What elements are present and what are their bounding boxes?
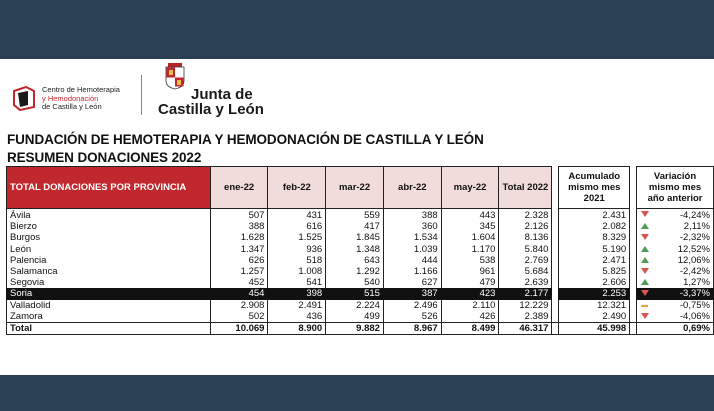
province-cell: Soria: [7, 288, 211, 299]
accumulated-total-cell: 45.998: [559, 322, 630, 334]
month-value-cell: 436: [268, 311, 326, 323]
trend-down-icon: [641, 268, 649, 274]
variation-value: -2,32%: [679, 232, 710, 244]
column-gap: [630, 266, 637, 277]
column-gap: [552, 311, 559, 323]
column-gap: [630, 221, 637, 232]
column-gap: [552, 300, 559, 311]
month-value-cell: 1.348: [326, 244, 384, 255]
month-value-cell: 443: [441, 209, 499, 222]
month-value-cell: 452: [210, 277, 268, 288]
logo-line-2: y Hemodonación: [42, 93, 99, 103]
province-cell: Palencia: [7, 255, 211, 266]
month-value-cell: 2.224: [326, 300, 384, 311]
month-value-cell: 538: [441, 255, 499, 266]
month-total-cell: 9.882: [326, 322, 384, 334]
month-value-cell: 526: [383, 311, 441, 323]
total-cell: 2.177: [499, 288, 552, 299]
province-cell: Valladolid: [7, 300, 211, 311]
logo-line-1: Centro de Hemoterapia: [42, 85, 120, 94]
month-total-cell: 10.069: [210, 322, 268, 334]
accumulated-cell: 2.082: [559, 221, 630, 232]
month-value-cell: 2.496: [383, 300, 441, 311]
column-gap: [552, 167, 559, 209]
accumulated-cell: 2.253: [559, 288, 630, 299]
total-cell: 2.769: [499, 255, 552, 266]
column-gap: [630, 244, 637, 255]
month-total-cell: 8.967: [383, 322, 441, 334]
month-total-cell: 8.499: [441, 322, 499, 334]
column-gap: [552, 221, 559, 232]
variation-value: 1,27%: [683, 277, 710, 289]
variation-cell: [637, 266, 714, 277]
variation-cell: [637, 300, 714, 311]
month-value-cell: 1.039: [383, 244, 441, 255]
month-value-cell: 2.908: [210, 300, 268, 311]
column-gap: [552, 322, 559, 334]
variation-value: -3,37%: [679, 288, 710, 300]
variation-total-cell: 0,69%: [637, 322, 714, 334]
accumulated-cell: 12.321: [559, 300, 630, 311]
trend-down-icon: [641, 234, 649, 240]
junta-line-2: Castilla y León: [158, 101, 264, 118]
trend-up-icon: [641, 257, 649, 263]
variation-value: -0,75%: [679, 299, 710, 311]
month-value-cell: 360: [383, 221, 441, 232]
acc-header-line: Acumulado: [568, 171, 621, 182]
trend-flat-icon: [641, 305, 648, 307]
month-value-cell: 559: [326, 209, 384, 222]
table-row: [7, 277, 714, 288]
month-value-cell: 479: [441, 277, 499, 288]
accumulated-cell: 2.431: [559, 209, 630, 222]
column-header-month: feb-22: [268, 167, 326, 209]
total-cell: 2.389: [499, 311, 552, 323]
table-row: [7, 244, 714, 255]
junta-line-1: Junta de: [191, 86, 253, 103]
column-header-variation: [637, 167, 714, 209]
month-value-cell: 1.347: [210, 244, 268, 255]
total-cell: 2.639: [499, 277, 552, 288]
table-row: [7, 311, 714, 323]
month-value-cell: 2.110: [441, 300, 499, 311]
month-value-cell: 1.534: [383, 232, 441, 243]
month-value-cell: 515: [326, 288, 384, 299]
total-cell: 8.136: [499, 232, 552, 243]
report-subtitle: RESUMEN DONACIONES 2022: [7, 150, 202, 165]
variation-value: -2,42%: [679, 266, 710, 278]
column-header-month: mar-22: [326, 167, 384, 209]
variation-cell: [637, 232, 714, 243]
month-value-cell: 1.845: [326, 232, 384, 243]
month-value-cell: 423: [441, 288, 499, 299]
logo-line-3: de Castilla y León: [42, 102, 102, 111]
hemoterapia-logo-icon: [12, 85, 36, 111]
column-gap: [630, 167, 637, 209]
trend-up-icon: [641, 279, 649, 285]
total-row: [7, 322, 714, 334]
column-gap: [552, 277, 559, 288]
variation-cell: [637, 221, 714, 232]
table-row: [7, 232, 714, 243]
month-value-cell: 616: [268, 221, 326, 232]
column-gap: [552, 209, 559, 222]
table-row: [7, 221, 714, 232]
month-value-cell: 627: [383, 277, 441, 288]
column-gap: [630, 288, 637, 299]
column-gap: [630, 311, 637, 323]
month-value-cell: 1.604: [441, 232, 499, 243]
var-header-line: Variación: [653, 171, 697, 182]
province-cell: Burgos: [7, 232, 211, 243]
month-value-cell: 507: [210, 209, 268, 222]
variation-value: 12,06%: [677, 254, 710, 266]
accumulated-cell: 5.190: [559, 244, 630, 255]
junta-logo-text: [158, 87, 264, 117]
province-cell: Ávila: [7, 209, 211, 222]
month-value-cell: 388: [383, 209, 441, 222]
month-value-cell: 345: [441, 221, 499, 232]
month-value-cell: 1.170: [441, 244, 499, 255]
column-header-accumulated: [559, 167, 630, 209]
total-label-cell: Total: [7, 322, 211, 334]
table-row: [7, 209, 714, 222]
accumulated-cell: 8.329: [559, 232, 630, 243]
column-gap: [552, 266, 559, 277]
column-gap: [630, 322, 637, 334]
column-gap: [552, 232, 559, 243]
month-value-cell: 431: [268, 209, 326, 222]
var-header-line: año anterior: [647, 193, 703, 204]
table-row: [7, 255, 714, 266]
column-gap: [630, 300, 637, 311]
table-row: [7, 300, 714, 311]
total-cell: 5.684: [499, 266, 552, 277]
column-gap: [552, 244, 559, 255]
acc-header-line: 2021: [583, 193, 605, 204]
table-header-row: [7, 167, 714, 209]
total-cell: 2.126: [499, 221, 552, 232]
month-value-cell: 444: [383, 255, 441, 266]
month-value-cell: 426: [441, 311, 499, 323]
trend-down-icon: [641, 211, 649, 217]
variation-cell: [637, 277, 714, 288]
month-value-cell: 499: [326, 311, 384, 323]
month-value-cell: 961: [441, 266, 499, 277]
total-cell: 5.840: [499, 244, 552, 255]
month-value-cell: 1.166: [383, 266, 441, 277]
report-title: FUNDACIÓN DE HEMOTERAPIA Y HEMODONACIÓN DE CASTILLA Y LEÓN: [7, 132, 484, 147]
month-value-cell: 643: [326, 255, 384, 266]
variation-cell: [637, 311, 714, 323]
column-header-month: abr-22: [383, 167, 441, 209]
province-cell: Segovia: [7, 277, 211, 288]
trend-up-icon: [641, 246, 649, 252]
trend-up-icon: [641, 223, 649, 229]
month-value-cell: 626: [210, 255, 268, 266]
column-gap: [552, 288, 559, 299]
variation-cell: [637, 288, 714, 299]
variation-cell: [637, 244, 714, 255]
month-value-cell: 454: [210, 288, 268, 299]
column-header-province: TOTAL DONACIONES POR PROVINCIA: [7, 167, 211, 209]
variation-value: 12,52%: [677, 243, 710, 255]
month-value-cell: 518: [268, 255, 326, 266]
month-value-cell: 502: [210, 311, 268, 323]
month-value-cell: 398: [268, 288, 326, 299]
accumulated-cell: 5.825: [559, 266, 630, 277]
accumulated-cell: 2.471: [559, 255, 630, 266]
column-gap: [630, 209, 637, 222]
donations-table: [6, 166, 714, 335]
province-cell: Bierzo: [7, 221, 211, 232]
variation-value: -4,24%: [679, 210, 710, 222]
month-value-cell: 1.525: [268, 232, 326, 243]
logo-divider: [141, 75, 142, 115]
grand-total-cell: 46.317: [499, 322, 552, 334]
hemoterapia-logo-text: [42, 86, 120, 112]
month-value-cell: 936: [268, 244, 326, 255]
trend-down-icon: [641, 290, 649, 296]
accumulated-cell: 2.490: [559, 311, 630, 323]
column-gap: [630, 232, 637, 243]
trend-down-icon: [641, 313, 649, 319]
variation-value: -4,06%: [679, 310, 710, 322]
month-value-cell: 1.257: [210, 266, 268, 277]
month-total-cell: 8.900: [268, 322, 326, 334]
accumulated-cell: 2.606: [559, 277, 630, 288]
month-value-cell: 1.628: [210, 232, 268, 243]
province-cell: Zamora: [7, 311, 211, 323]
table-row: [7, 288, 714, 299]
var-header-line: mismo mes: [648, 182, 702, 193]
month-value-cell: 387: [383, 288, 441, 299]
month-value-cell: 388: [210, 221, 268, 232]
variation-cell: [637, 209, 714, 222]
variation-value: 2,11%: [683, 221, 710, 233]
total-cell: 12.229: [499, 300, 552, 311]
province-cell: León: [7, 244, 211, 255]
column-gap: [630, 277, 637, 288]
column-header-total: Total 2022: [499, 167, 552, 209]
month-value-cell: 1.008: [268, 266, 326, 277]
month-value-cell: 541: [268, 277, 326, 288]
table-row: [7, 266, 714, 277]
month-value-cell: 1.292: [326, 266, 384, 277]
column-header-month: may-22: [441, 167, 499, 209]
month-value-cell: 540: [326, 277, 384, 288]
total-cell: 2.328: [499, 209, 552, 222]
column-gap: [630, 255, 637, 266]
column-header-month: ene-22: [210, 167, 268, 209]
acc-header-line: mismo mes: [568, 182, 621, 193]
month-value-cell: 2.491: [268, 300, 326, 311]
column-gap: [552, 255, 559, 266]
variation-cell: [637, 255, 714, 266]
province-cell: Salamanca: [7, 266, 211, 277]
month-value-cell: 417: [326, 221, 384, 232]
